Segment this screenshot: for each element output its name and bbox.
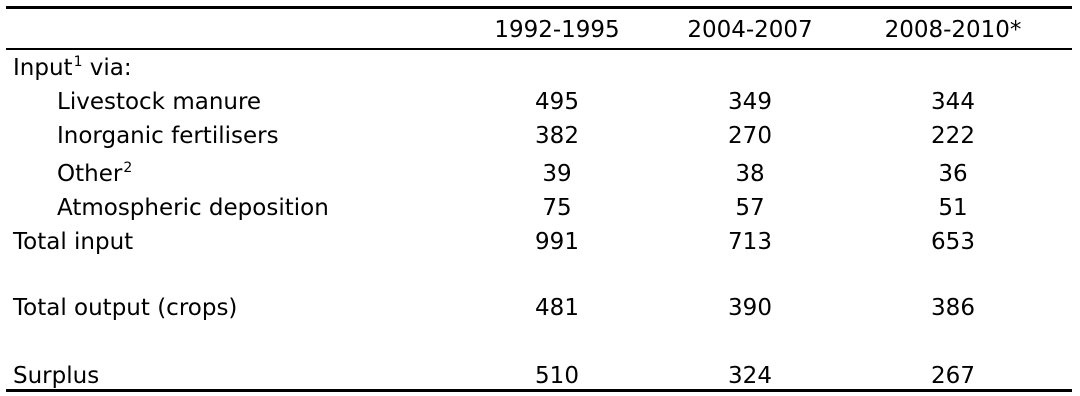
table-header-rule [6, 48, 1072, 50]
value-period-3: 36 [938, 161, 968, 187]
table-row-atmospheric-deposition [0, 191, 1080, 225]
footnote-marker: 1 [73, 54, 83, 70]
value-period-3: 344 [931, 89, 975, 115]
row-label: Other$^2$ [57, 160, 133, 187]
value-period-2: 713 [728, 229, 772, 255]
row-label: Input$^1$ via: [13, 54, 132, 81]
table-row-surplus [0, 359, 1080, 393]
value-period-1: 510 [535, 363, 579, 389]
footnote-marker: 2 [123, 160, 133, 176]
value-period-3: 267 [931, 363, 975, 389]
table-bottom-rule [6, 389, 1072, 392]
header-period-3: 2008-2010* [884, 17, 1022, 43]
table-row-inorganic-fertilisers [0, 119, 1080, 153]
row-label: Surplus [13, 363, 100, 389]
value-period-1: 39 [542, 161, 572, 187]
table-top-rule [6, 6, 1072, 9]
value-period-2: 349 [728, 89, 772, 115]
table-row-other [0, 157, 1080, 191]
value-period-3: 386 [931, 295, 975, 321]
table-header-row [0, 13, 1080, 47]
row-label: Total input [13, 229, 134, 255]
value-period-1: 75 [542, 195, 572, 221]
value-period-2: 57 [735, 195, 765, 221]
row-label: Total output (crops) [13, 295, 238, 321]
table-row-livestock-manure [0, 85, 1080, 119]
row-label: Livestock manure [57, 89, 262, 115]
value-period-1: 481 [535, 295, 579, 321]
value-period-1: 991 [535, 229, 579, 255]
table-row-input-via [0, 51, 1080, 85]
row-label: Inorganic fertilisers [57, 123, 279, 149]
value-period-3: 51 [938, 195, 968, 221]
value-period-1: 382 [535, 123, 579, 149]
table-row-total-input [0, 225, 1080, 259]
value-period-2: 38 [735, 161, 765, 187]
value-period-2: 390 [728, 295, 772, 321]
value-period-2: 270 [728, 123, 772, 149]
value-period-2: 324 [728, 363, 772, 389]
value-period-1: 495 [535, 89, 579, 115]
header-period-2: 2004-2007 [687, 17, 813, 43]
row-label: Atmospheric deposition [57, 195, 329, 221]
value-period-3: 653 [931, 229, 975, 255]
value-period-3: 222 [931, 123, 975, 149]
table-row-total-output [0, 291, 1080, 325]
header-period-1: 1992-1995 [494, 17, 620, 43]
